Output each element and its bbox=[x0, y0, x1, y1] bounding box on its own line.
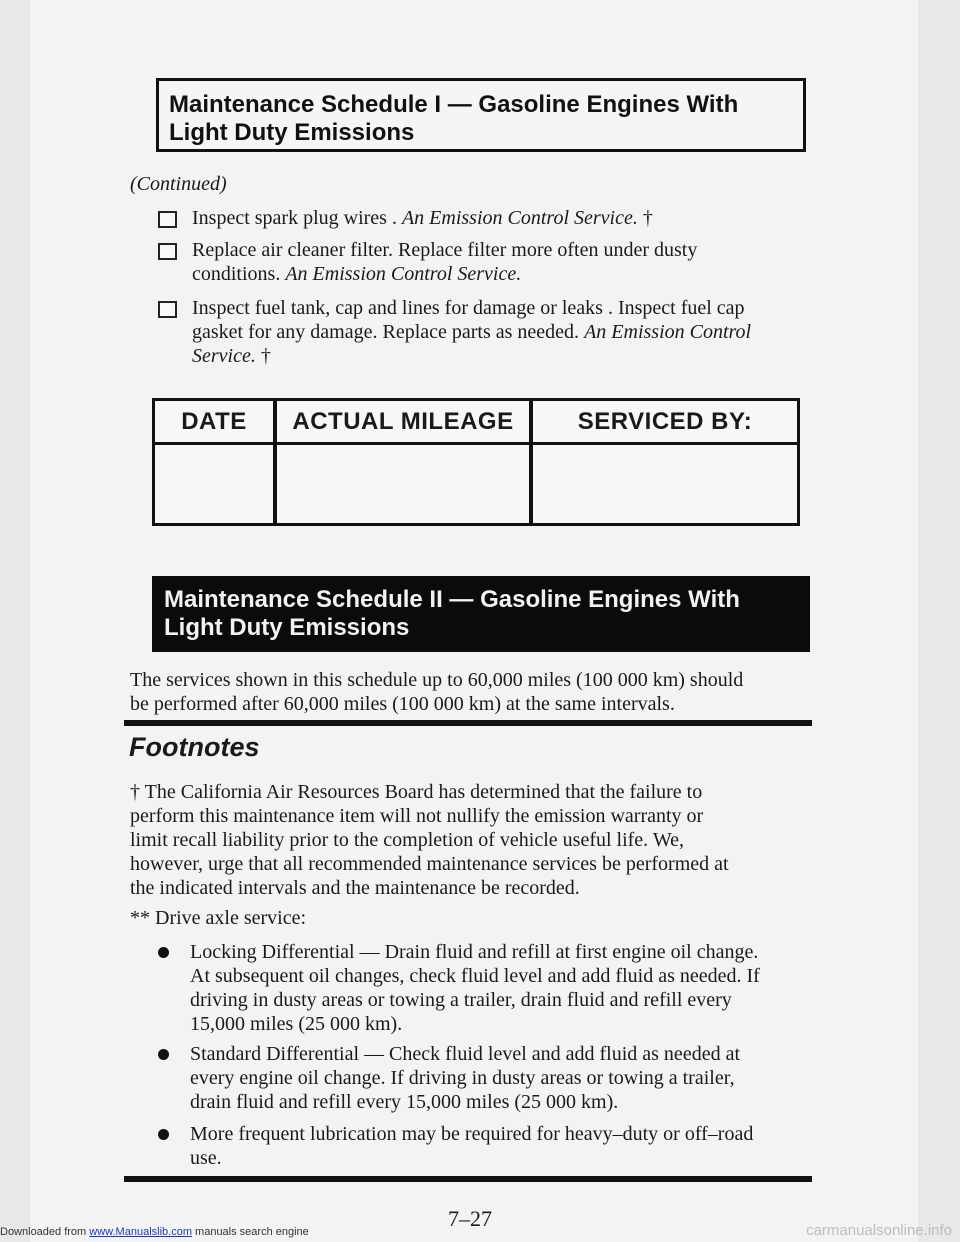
item-note-b: Service. bbox=[192, 345, 256, 367]
manualslib-link[interactable]: www.Manualslib.com bbox=[89, 1226, 192, 1238]
bullet-line: drain fluid and refill every 15,000 miles (25 000 km). bbox=[190, 1091, 619, 1113]
item-text-line1: Inspect fuel tank, cap and lines for damage or leaks . Inspect fuel cap bbox=[192, 297, 745, 319]
schedule-1-title-line1: Maintenance Schedule I — Gasoline Engines With bbox=[169, 91, 739, 118]
item-note: An Emission Control Service. bbox=[401, 207, 638, 229]
dagger-footnote bbox=[130, 780, 820, 900]
serviced-by-entry-cell[interactable] bbox=[533, 445, 797, 523]
bullet-line: Standard Differential — Check fluid level and add fluid as needed at bbox=[190, 1043, 740, 1065]
header-actual-mileage: ACTUAL MILEAGE bbox=[292, 407, 514, 435]
service-log-table bbox=[152, 398, 800, 526]
schedule-2-title-line2: Light Duty Emissions bbox=[164, 614, 410, 641]
footnote-line: the indicated intervals and the maintenance be recorded. bbox=[130, 877, 580, 899]
schedule-2-title-line1: Maintenance Schedule II — Gasoline Engines With bbox=[164, 586, 740, 613]
item-text-line2: gasket for any damage. Replace parts as needed. bbox=[192, 321, 585, 343]
banner-prefix: Downloaded from bbox=[0, 1226, 90, 1238]
checkbox-icon[interactable] bbox=[158, 243, 177, 260]
footnote-line: † The California Air Resources Board has determined that the failure to bbox=[130, 781, 703, 803]
item-text-line1: Replace air cleaner filter. Replace filter more often under dusty bbox=[192, 239, 698, 261]
page-number: 7–27 bbox=[448, 1206, 492, 1231]
footnote-line: limit recall liability prior to the completion of vehicle useful life. We, bbox=[130, 829, 684, 851]
continued-label: (Continued) bbox=[130, 173, 227, 195]
bullet-line: At subsequent oil changes, check fluid level and add fluid as needed. If bbox=[190, 965, 760, 987]
table-header-row bbox=[155, 401, 797, 445]
checkbox-icon[interactable] bbox=[158, 211, 177, 228]
schedule-1-title-line2: Light Duty Emissions bbox=[169, 119, 415, 146]
item-note: An Emission Control Service. bbox=[285, 263, 522, 285]
bullet-icon bbox=[158, 947, 169, 958]
footnotes-heading: Footnotes bbox=[129, 732, 260, 762]
divider-rule bbox=[124, 1176, 812, 1182]
axle-intro: ** Drive axle service: bbox=[130, 907, 307, 929]
item-text: Inspect spark plug wires . bbox=[192, 207, 402, 229]
watermark: carmanualsonline.info bbox=[806, 1222, 952, 1239]
footnote-line: perform this maintenance item will not nullify the emission warranty or bbox=[130, 805, 704, 827]
header-date: DATE bbox=[181, 407, 247, 435]
header-serviced-by: SERVICED BY: bbox=[577, 407, 753, 435]
bullet-line: Locking Differential — Drain fluid and refill at first engine oil change. bbox=[190, 941, 759, 963]
description-line2: be performed after 60,000 miles (100 000 km) at the same intervals. bbox=[130, 693, 675, 715]
bullet-line: use. bbox=[190, 1147, 222, 1169]
date-entry-cell[interactable] bbox=[155, 445, 273, 523]
item-note-a: An Emission Control bbox=[584, 321, 752, 343]
download-banner bbox=[0, 1226, 309, 1238]
bullet-icon bbox=[158, 1049, 169, 1060]
dagger-mark: † bbox=[255, 345, 271, 367]
bullet-line: every engine oil change. If driving in dusty areas or towing a trailer, bbox=[190, 1067, 735, 1089]
schedule-2-heading bbox=[152, 576, 810, 652]
checkbox-icon[interactable] bbox=[158, 301, 177, 318]
mileage-entry-cell[interactable] bbox=[277, 445, 529, 523]
banner-suffix: manuals search engine bbox=[191, 1226, 309, 1238]
schedule-2-description bbox=[130, 668, 820, 716]
bullet-line: driving in dusty areas or towing a trailer, drain fluid and refill every bbox=[190, 989, 732, 1011]
schedule-1-heading bbox=[156, 78, 806, 152]
description-line1: The services shown in this schedule up to 60,000 miles (100 000 km) should bbox=[130, 669, 744, 691]
divider-rule bbox=[124, 720, 812, 726]
bullet-line: More frequent lubrication may be required for heavy–duty or off–road bbox=[190, 1123, 754, 1145]
bullet-line: 15,000 miles (25 000 km). bbox=[190, 1013, 403, 1035]
bullet-icon bbox=[158, 1129, 169, 1140]
footnote-line: however, urge that all recommended maintenance services be performed at bbox=[130, 853, 729, 875]
item-text-line2: conditions. bbox=[192, 263, 286, 285]
dagger-mark: † bbox=[637, 207, 653, 229]
